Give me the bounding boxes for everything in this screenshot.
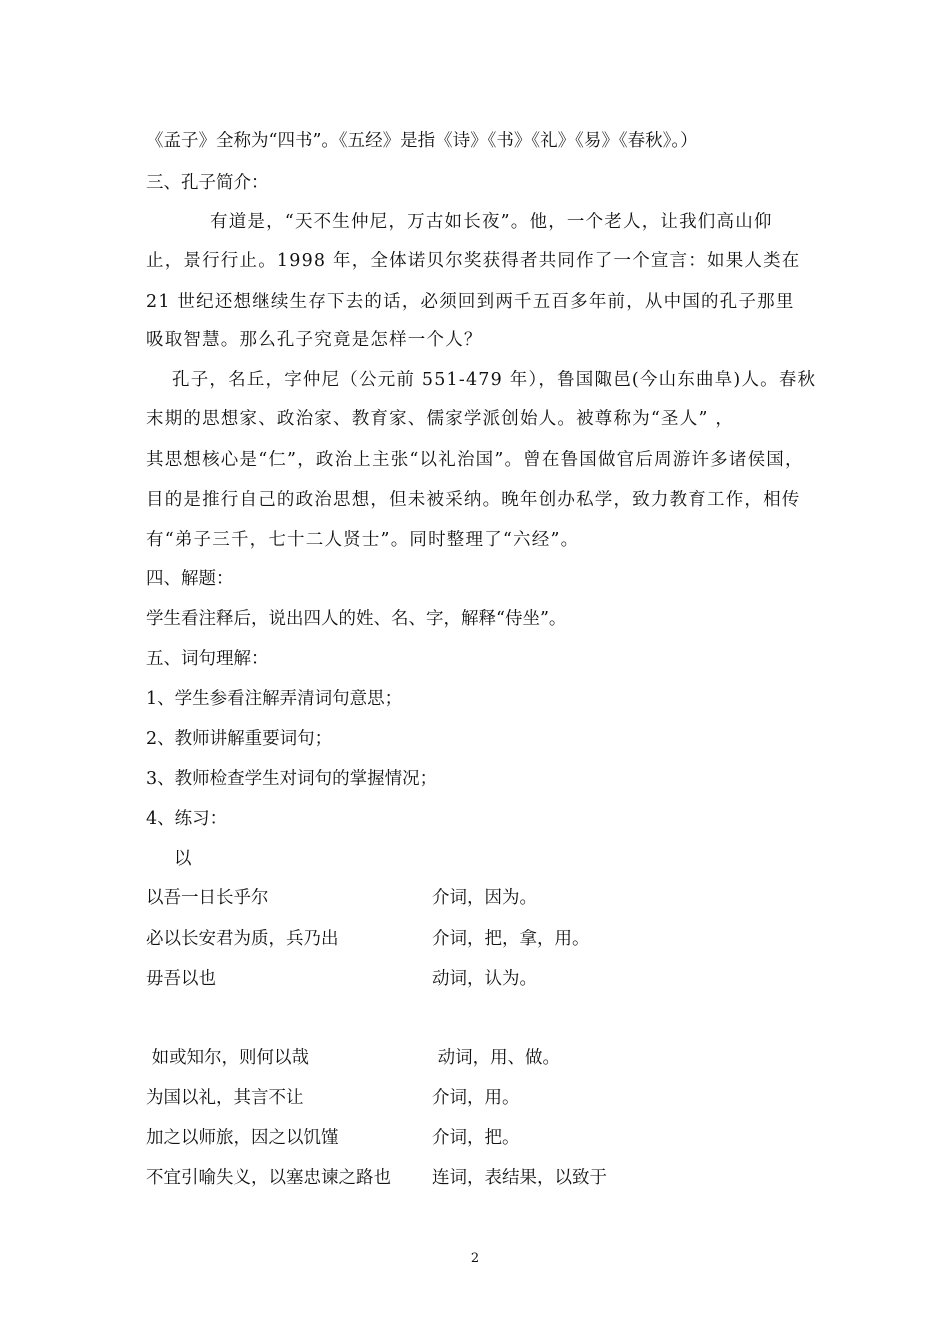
example-gloss: 介词，把。 bbox=[432, 1128, 520, 1148]
step-item: 3、教师检查学生对词句的掌握情况； bbox=[146, 769, 438, 789]
example-gloss: 动词，认为。 bbox=[432, 969, 537, 989]
example-gloss: 动词，用、做。 bbox=[432, 1048, 561, 1068]
paragraph1-line: 有道是，“天不生仲尼，万古如长夜”。他，一个老人，让我们高山仰 bbox=[210, 212, 773, 232]
step-item: 4、练习： bbox=[146, 809, 228, 829]
page-number: 2 bbox=[470, 1251, 480, 1266]
section4-text: 学生看注释后，说出四人的姓、名、字，解释“侍坐”。 bbox=[146, 609, 567, 629]
example-gloss: 介词，用。 bbox=[432, 1088, 520, 1108]
section3-heading: 三、孔子简介： bbox=[146, 173, 269, 193]
step-item: 2、教师讲解重要词句； bbox=[146, 729, 333, 749]
section5-heading: 五、词句理解： bbox=[146, 649, 269, 669]
example-gloss: 介词，因为。 bbox=[432, 888, 537, 908]
example-gloss: 连词，表结果，以致于 bbox=[432, 1168, 607, 1188]
example-sentence: 毋吾以也 bbox=[146, 969, 216, 989]
example-sentence: 以吾一日长乎尔 bbox=[146, 888, 269, 908]
paragraph2-line: 孔子，名丘，字仲尼（公元前 551-479 年），鲁国陬邑(今山东曲阜)人。春秋 bbox=[172, 370, 817, 390]
paragraph2-line: 目的是推行自己的政治思想，但未被采纳。晚年创办私学，致力教育工作，相传 bbox=[146, 490, 801, 510]
section4-heading: 四、解题： bbox=[146, 569, 234, 589]
step-item: 1、学生参看注解弄清词句意思； bbox=[146, 689, 403, 709]
example-sentence: 不宜引喻失义，以塞忠谏之路也 bbox=[146, 1168, 391, 1188]
target-word: 以 bbox=[174, 849, 192, 869]
example-gloss: 介词，把，拿，用。 bbox=[432, 929, 590, 949]
paragraph1-line: 吸取智慧。那么孔子究竟是怎样一个人？ bbox=[146, 330, 483, 350]
example-sentence: 为国以礼，其言不让 bbox=[146, 1088, 304, 1108]
top-line: 《孟子》全称为“四书”。《五经》是指《诗》《书》《礼》《易》《春秋》。） bbox=[146, 131, 698, 151]
paragraph2-line: 其思想核心是“仁”，政治上主张“以礼治国”。曾在鲁国做官后周游许多诸侯国， bbox=[146, 450, 804, 470]
example-sentence: 加之以师旅，因之以饥馑 bbox=[146, 1128, 339, 1148]
paragraph1-line: 止，景行行止。1998 年，全体诺贝尔奖获得者共同作了一个宣言：如果人类在 bbox=[146, 251, 801, 271]
paragraph1-line: 21 世纪还想继续生存下去的话，必须回到两千五百多年前，从中国的孔子那里 bbox=[146, 292, 795, 312]
example-sentence: 如或知尔，则何以哉 bbox=[146, 1048, 310, 1068]
paragraph2-line: 末期的思想家、政治家、教育家、儒家学派创始人。被尊称为“圣人” ， bbox=[146, 409, 735, 429]
example-sentence: 必以长安君为质，兵乃出 bbox=[146, 929, 339, 949]
paragraph2-line: 有“弟子三千，七十二人贤士”。同时整理了“六经”。 bbox=[146, 530, 580, 550]
